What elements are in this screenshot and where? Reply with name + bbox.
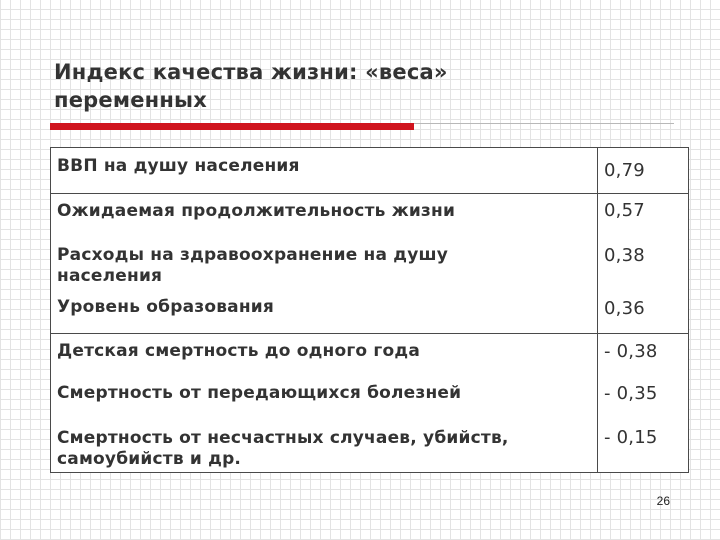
table-row-value: - 0,35	[604, 383, 658, 404]
table-column-divider	[597, 147, 598, 473]
table-row-label: Смертность от несчастных случаев, убийств, самоубийств и др.	[57, 428, 509, 469]
title-accent-bar	[50, 123, 414, 130]
table-row-value: 0,36	[604, 298, 645, 319]
table-row-label: Ожидаемая продолжительность жизни	[57, 201, 456, 221]
table-row-divider	[50, 333, 689, 334]
table-row-label: Смертность от передающихся болезней	[57, 383, 462, 403]
page-number: 26	[656, 494, 670, 508]
table-row-label: Детская смертность до одного года	[57, 341, 420, 361]
table-row-label: Уровень образования	[57, 297, 275, 317]
table-row-label: Расходы на здравоохранение на душу населения	[57, 245, 449, 286]
table-row-label: ВВП на душу населения	[57, 156, 300, 176]
table-row-value: - 0,38	[604, 341, 658, 362]
slide-title-line-2: переменных	[54, 88, 207, 112]
table-row-value: 0,38	[604, 245, 645, 266]
slide-title-line-1: Индекс качества жизни: «веса»	[54, 60, 448, 84]
table-row-value: 0,57	[604, 200, 645, 221]
slide-title	[54, 58, 674, 114]
table-row-value: - 0,15	[604, 427, 658, 448]
table-row-divider	[50, 193, 689, 194]
table-row-value: 0,79	[604, 160, 645, 181]
